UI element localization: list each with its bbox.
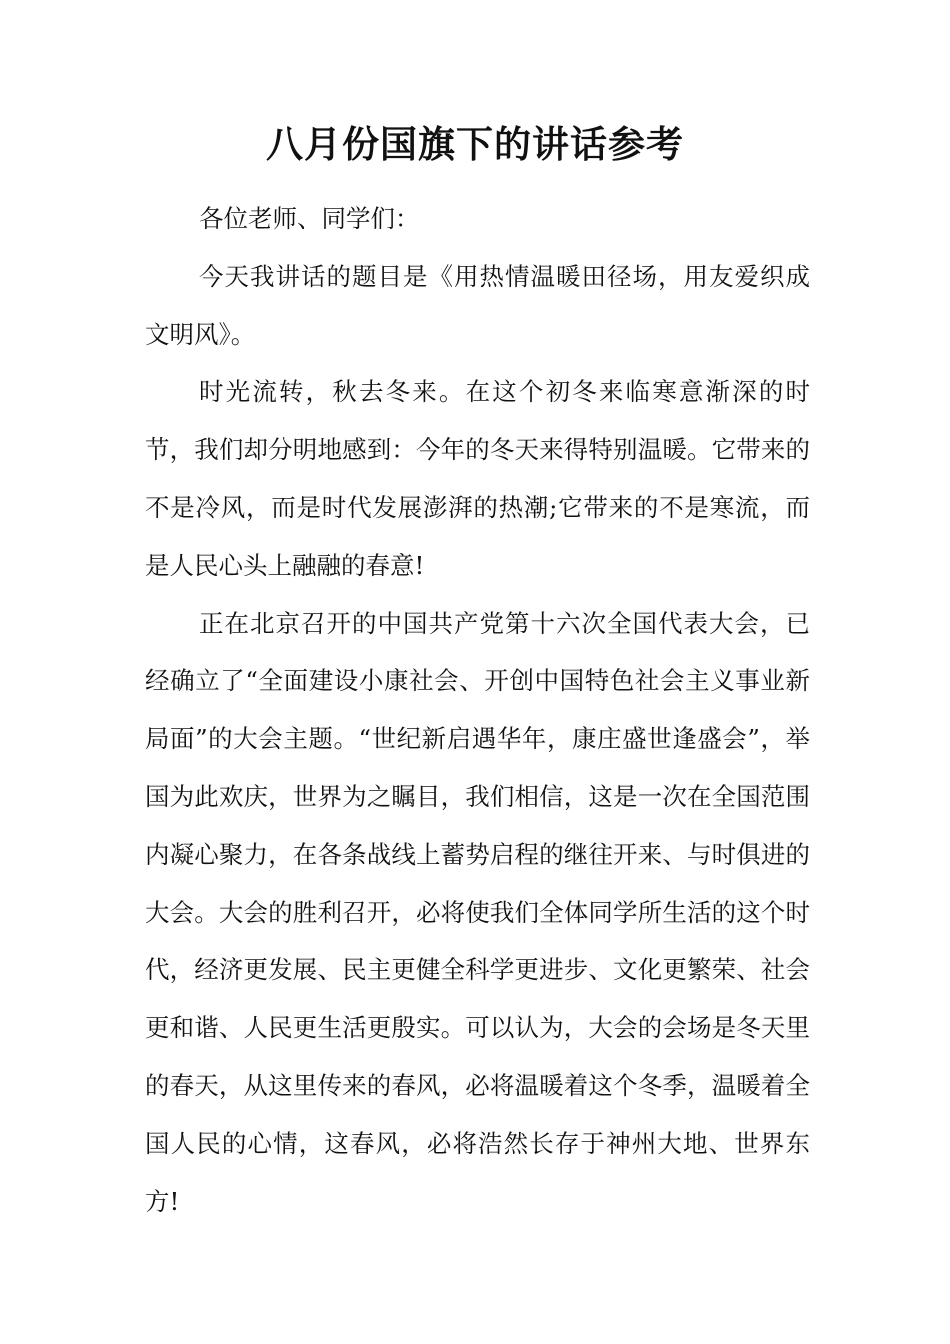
salutation-paragraph: 各位老师、同学们： (199, 204, 420, 233)
document-body (145, 190, 810, 1230)
page-title: 八月份国旗下的讲话参考 (266, 122, 684, 166)
season-paragraph: 时光流转，秋去冬来。在这个初冬来临寒意渐深的时节，我们却分明地感到：今年的冬天来得特别温暖。它带来的不是冷风，而是时代发展澎湃的热潮;它带来的不是寒流，而是人民心头上融融的春意! (145, 377, 810, 580)
topic-paragraph: 今天我讲话的题目是《用热情温暖田径场，用友爱织成文明风》。 (145, 261, 810, 349)
congress-paragraph: 正在北京召开的中国共产党第十六次全国代表大会，已经确立了“全面建设小康社会、开创中国特色社会主义事业新局面”的大会主题。“世纪新启遇华年，康庄盛世逢盛会”，举国为此欢庆，世界为之瞩目，我们相信，这是一次在全国范围内凝心聚力，在各条战线上蓄势启程的继往开来、与时俱进的大会。大会的胜利召开，必将使我们全体同学所生活的这个时代，经济更发展、民主更健全科学更进步、文化更繁荣、社会更和谐、人民更生活更殷实。可以认为，大会的会场是冬天里的春天，从这里传来的春风，必将温暖着这个冬季，温暖着全国人民的心情，这春风，必将浩然长存于神州大地、世界东方! (145, 608, 810, 1216)
